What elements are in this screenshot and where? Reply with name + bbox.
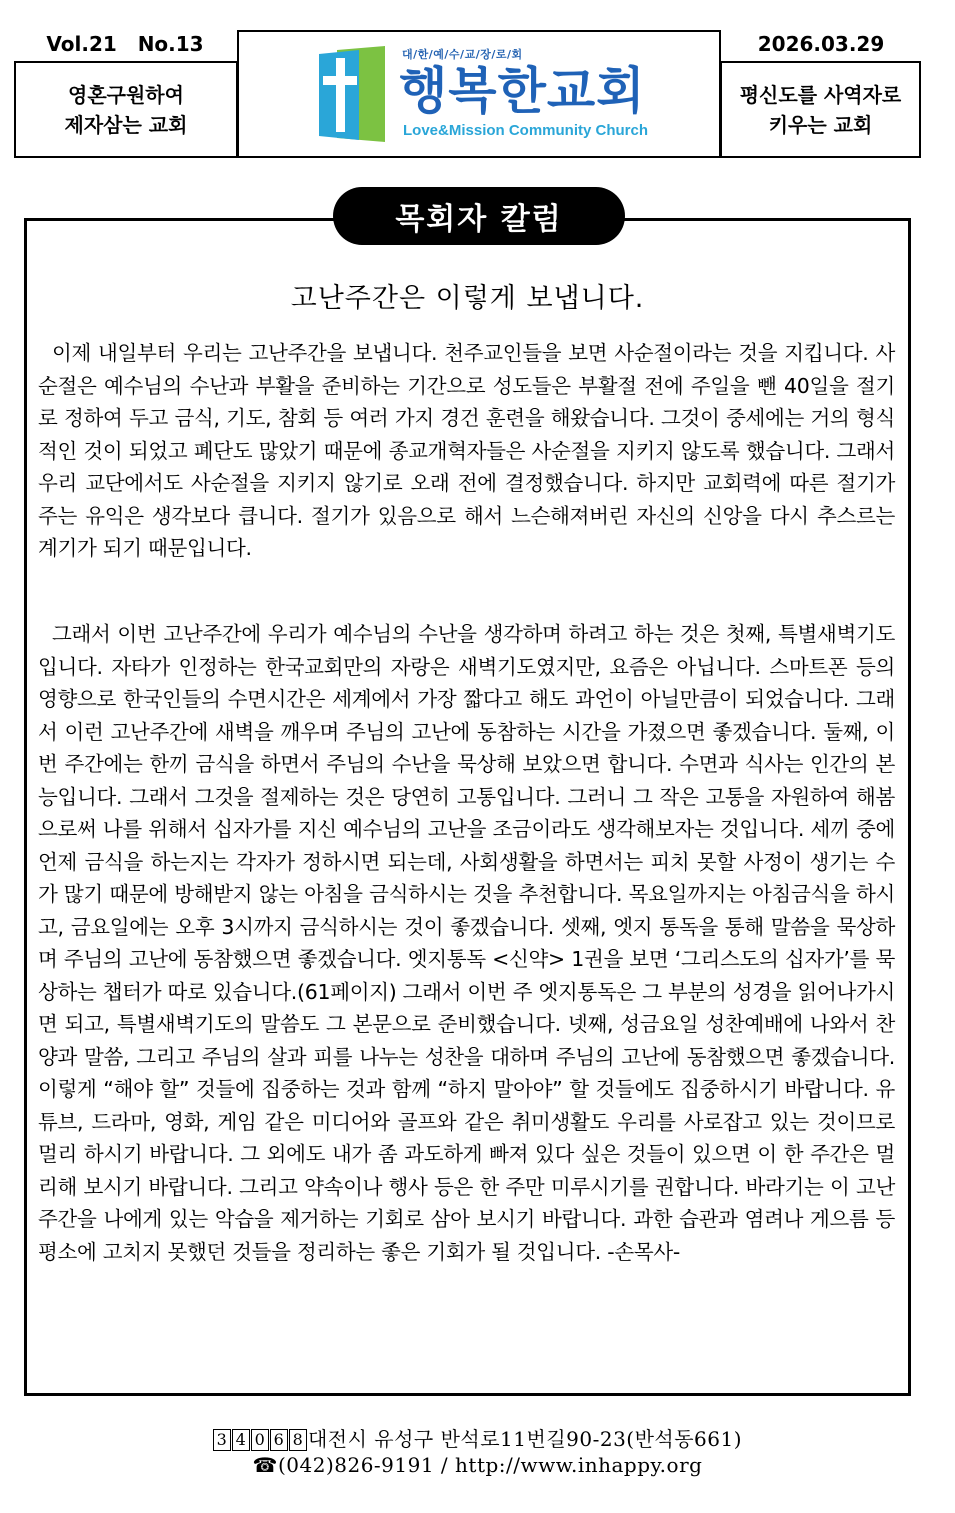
cross-door-logo-icon — [319, 46, 389, 142]
telephone-icon: ☎ — [252, 1453, 278, 1477]
issue-date: 2026.03.29 — [757, 32, 885, 56]
motto-right-line-1: 평신도를 사역자로 — [739, 82, 902, 107]
zip-digit: 3 — [213, 1429, 231, 1451]
footer-contact-line — [0, 1453, 955, 1477]
issue-number-label: No.13 — [137, 32, 204, 56]
motto-right-box — [720, 61, 921, 158]
zip-digit: 8 — [289, 1429, 307, 1451]
motto-left-line-1: 영혼구원하여 — [68, 82, 184, 107]
zip-digit: 0 — [251, 1429, 269, 1451]
volume-number — [14, 32, 236, 58]
church-logo-box — [237, 30, 721, 158]
church-english-name: Love&Mission Community Church — [403, 122, 649, 139]
article-paragraph-1: 이제 내일부터 우리는 고난주간을 보냅니다. 천주교인들을 보면 사순절이라는 것을 지킵니다. 사순절은 예수님의 수난과 부활을 준비하는 기간으로 성도들은 부활절 전에 주일을 뺀 40일을 절기로 정하여 두고 금식, 기도, 참회 등 여러 가지 경건 훈련을 해왔습니다. 그것이 중세에는 거의 형식적인 것이 되었고 폐단도 많았기 때문에 종교개혁자들은 사순절을 지키지 않도록 했습니다. 그래서 우리 교단에서도 사순절을 지키지 않기로 오래 전에 결정했습니다. 하지만 교회력에 따른 절기가 주는 유익은 생각보다 큽니다. 절기가 있음으로 해서 느슨해져버린 자신의 신앙을 다시 추스르는 계기가 되기 때문입니다. — [38, 341, 895, 560]
article-paragraph-2: 그래서 이번 고난주간에 우리가 예수님의 수난을 생각하며 하려고 하는 것은 첫째, 특별새벽기도입니다. 자타가 인정하는 한국교회만의 자랑은 새벽기도였지만, 요즘은 아닙니다. 스마트폰 등의 영향으로 한국인들의 수면시간은 세계에서 가장 짧다고 해도 과언이 아닐만큼이 되었습니다. 그래서 이런 고난주간에 새벽을 깨우며 주님의 고난에 동참하는 시간을 가졌으면 좋겠습니다. 둘째, 이번 주간에는 한끼 금식을 하면서 주님의 수난을 묵상해 보았으면 합니다. 수면과 식사는 인간의 본능입니다. 그래서 그것을 절제하는 것은 당연히 고통입니다. 그러니 그 작은 고통을 자원하여 해봄으로써 나를 위해서 십자가를 지신 예수님의 고난을 조금이라도 생각해보자는 것입니다. 세끼 중에 언제 금식을 하는지는 각자가 정하시면 되는데, 사회생활을 하면서는 피치 못할 사정이 생기는 수가 많기 때문에 방해받지 않는 아침을 금식하시는 것을 추천합니다. 목요일까지는 아침금식을 하시고, 금요일에는 오후 3시까지 금식하시는 것이 좋겠습니다. 셋째, 엣지 통독을 통해 말씀을 묵상하며 주님의 고난에 동참했으면 좋겠습니다. 엣지통독 <신약> 1권을 보면 ‘그리스도의 십자가’를 묵상하는 챕터가 따로 있습니다.(61페이지) 그래서 이번 주 엣지통독은 그 부분의 성경을 읽어나가시면 되고, 특별새벽기도의 말씀도 그 본문으로 준비했습니다. 넷째, 성금요일 성찬예배에 나와서 찬양과 말씀, 그리고 주님의 살과 피를 나누는 성찬을 대하며 주님의 고난에 동참했으면 좋겠습니다. 이렇게 “해야 할” 것들에 집중하는 것과 함께 “하지 말아야” 할 것들에도 집중하시기 바랍니다. 유튜브, 드라마, 영화, 게임 같은 미디어와 골프와 같은 취미생활도 우리를 사로잡고 있는 것이므로 멀리 하시기 바랍니다. 그 외에도 내가 좀 과도하게 빠져 있다 싶은 것들이 있으면 이 한 주간은 멀리해 보시기 바랍니다. 그리고 약속이나 행사 등은 한 주만 미루시기를 권합니다. 바라기는 이 고난주간을 나에게 있는 악습을 제거하는 기회로 삼아 보시기 바랍니다. 과한 습관과 염려나 게으름 등 평소에 고치지 못했던 것들을 정리하는 좋은 기회가 될 것입니다. -손목사- — [38, 622, 895, 1264]
motto-left-box — [14, 61, 238, 158]
contact-text: (042)826-9191 / http://www.inhappy.org — [277, 1453, 703, 1477]
section-label: 목회자 칼럼 — [333, 187, 625, 245]
address-text: 대전시 유성구 반석로11번길90-23(반석동661) — [307, 1427, 743, 1451]
article-title: 고난주간은 이렇게 보냅니다. — [290, 283, 645, 314]
motto-left-line-2: 제자삼는 교회 — [64, 112, 188, 137]
motto-right-line-2: 키우는 교회 — [768, 112, 873, 137]
zip-digit: 4 — [232, 1429, 250, 1451]
denomination-label: 대/한/예/수/교/장/로/회 — [402, 48, 523, 61]
volume-label: Vol.21 — [46, 32, 117, 56]
zip-digit: 6 — [270, 1429, 288, 1451]
church-name: 행복한교회 — [399, 62, 646, 120]
footer-address-line — [0, 1423, 955, 1452]
